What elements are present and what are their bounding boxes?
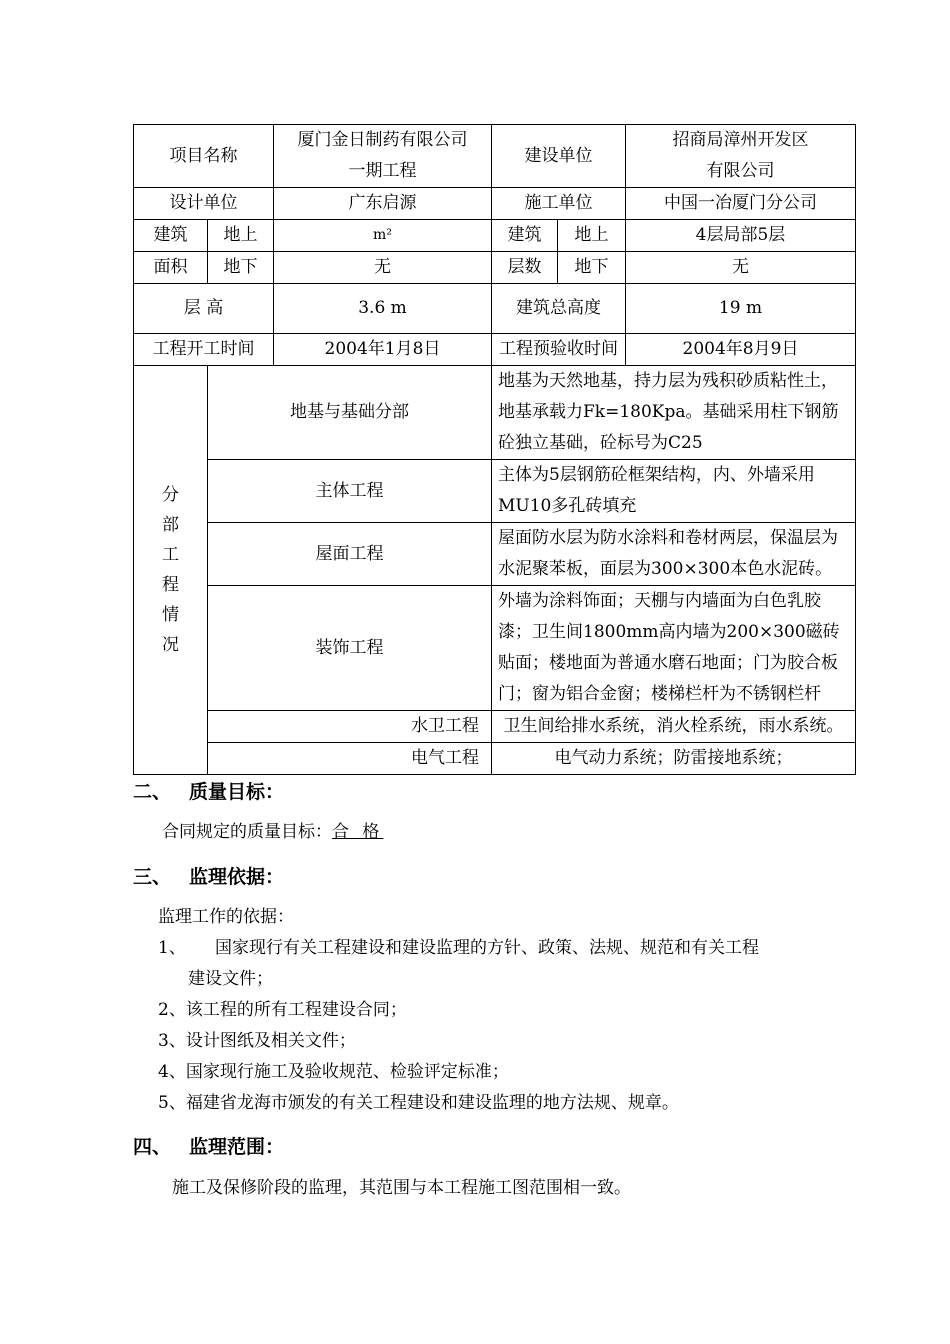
storey-height-value: 3.6 m xyxy=(274,284,492,334)
list-text: 福建省龙海市颁发的有关工程建设和建设监理的地方法规、规章。 xyxy=(185,1093,679,1113)
list-item xyxy=(158,1088,858,1119)
list-text-continued: 建设文件； xyxy=(188,969,273,989)
subdivision-char: 部 xyxy=(162,515,179,535)
list-index: 3、 xyxy=(158,1031,186,1051)
owner-value xyxy=(626,125,856,188)
subdivision-char: 况 xyxy=(162,635,179,655)
total-height-label: 建筑总高度 xyxy=(492,284,626,334)
subdivision-label xyxy=(134,366,208,775)
subdivision-row-desc: 电气动力系统；防雷接地系统； xyxy=(492,743,856,775)
list-index: 1、 xyxy=(158,938,186,958)
project-name-value xyxy=(274,125,492,188)
start-date-label: 工程开工时间 xyxy=(134,334,274,366)
start-date-value: 2004年1月8日 xyxy=(274,334,492,366)
section-title: 监理依据： xyxy=(189,866,285,888)
list-text: 设计图纸及相关文件； xyxy=(185,1031,356,1051)
list-item xyxy=(158,933,858,995)
list-text: 国家现行有关工程建设和建设监理的方针、政策、法规、规范和有关工程 xyxy=(215,938,759,958)
subdivision-row-name: 地基与基础分部 xyxy=(208,366,492,460)
floors-below-value: 无 xyxy=(626,252,856,284)
subdivision-char: 工 xyxy=(162,545,179,565)
section-quality-heading xyxy=(133,777,284,804)
designer-label: 设计单位 xyxy=(134,188,274,220)
section-title: 质量目标： xyxy=(189,781,285,803)
project-name-line1: 厦门金日制药有限公司 xyxy=(297,130,468,150)
quality-target-value: 合 格 xyxy=(332,822,384,842)
floors-above-label: 地上 xyxy=(558,220,626,252)
acceptance-label: 工程预验收时间 xyxy=(492,334,626,366)
subdivision-row-desc: 外墙为涂料饰面；天棚与内墙面为白色乳胶漆；卫生间1800mm高内墙为200×300磁砖贴面；楼地面为普通水磨石地面；门为胶合板门；窗为铝合金窗；楼梯栏杆为不锈钢栏杆 xyxy=(492,586,856,711)
list-item xyxy=(158,1026,858,1057)
section-basis-heading xyxy=(133,862,284,889)
subdivision-row-name: 屋面工程 xyxy=(208,523,492,586)
scope-text: 施工及保修阶段的监理，其范围与本工程施工图范围相一致。 xyxy=(172,1178,631,1198)
section-number: 四、 xyxy=(133,1136,172,1158)
owner-line2: 有限公司 xyxy=(706,161,775,181)
quality-target-label: 合同规定的质量目标： xyxy=(162,822,332,842)
list-item xyxy=(158,1057,858,1088)
subdivision-row-desc: 地基为天然地基，持力层为残积砂质粘性土，地基承载力Fk=180Kpa。基础采用柱下钢筋砼独立基础，砼标号为C25 xyxy=(492,366,856,460)
floors-label-2: 层数 xyxy=(492,252,558,284)
area-above-label: 地上 xyxy=(208,220,274,252)
area-below-label: 地下 xyxy=(208,252,274,284)
section-title: 监理范围： xyxy=(189,1136,285,1158)
subdivision-row-desc: 卫生间给排水系统，消火栓系统，雨水系统。 xyxy=(492,711,856,743)
project-name-label: 项目名称 xyxy=(134,125,274,188)
area-below-value: 无 xyxy=(274,252,492,284)
subdivision-row-name: 装饰工程 xyxy=(208,586,492,711)
area-above-value: m² xyxy=(274,220,492,252)
acceptance-value: 2004年8月9日 xyxy=(626,334,856,366)
area-label-1: 建筑 xyxy=(134,220,208,252)
project-name-line2: 一期工程 xyxy=(348,161,417,181)
owner-line1: 招商局漳州开发区 xyxy=(672,130,809,150)
basis-list xyxy=(158,933,858,1119)
subdivision-char: 情 xyxy=(162,605,179,625)
basis-intro: 监理工作的依据： xyxy=(158,907,294,927)
floors-label-1: 建筑 xyxy=(492,220,558,252)
owner-label: 建设单位 xyxy=(492,125,626,188)
area-label-2: 面积 xyxy=(134,252,208,284)
list-index: 5、 xyxy=(158,1093,186,1113)
list-item xyxy=(158,995,858,1026)
section-scope-heading xyxy=(133,1132,284,1159)
subdivision-row-name: 水卫工程 xyxy=(208,711,492,743)
list-index: 2、 xyxy=(158,1000,186,1020)
floors-above-value: 4层局部5层 xyxy=(626,220,856,252)
floors-below-label: 地下 xyxy=(558,252,626,284)
section-number: 二、 xyxy=(133,781,172,803)
quality-target-text xyxy=(162,817,383,848)
subdivision-row-desc: 屋面防水层为防水涂料和卷材两层，保温层为水泥聚苯板，面层为300×300本色水泥砖。 xyxy=(492,523,856,586)
total-height-value: 19 m xyxy=(626,284,856,334)
project-info-table xyxy=(133,124,856,775)
list-text: 该工程的所有工程建设合同； xyxy=(185,1000,407,1020)
storey-height-label: 层 高 xyxy=(134,284,274,334)
contractor-value: 中国一冶厦门分公司 xyxy=(626,188,856,220)
list-index: 4、 xyxy=(158,1062,186,1082)
list-text: 国家现行施工及验收规范、检验评定标准； xyxy=(185,1062,509,1082)
subdivision-char: 程 xyxy=(162,575,179,595)
subdivision-row-name: 主体工程 xyxy=(208,460,492,523)
subdivision-row-name: 电气工程 xyxy=(208,743,492,775)
subdivision-row-desc: 主体为5层钢筋砼框架结构，内、外墙采用MU10多孔砖填充 xyxy=(492,460,856,523)
contractor-label: 施工单位 xyxy=(492,188,626,220)
section-number: 三、 xyxy=(133,866,172,888)
subdivision-char: 分 xyxy=(162,485,179,505)
designer-value: 广东启源 xyxy=(274,188,492,220)
